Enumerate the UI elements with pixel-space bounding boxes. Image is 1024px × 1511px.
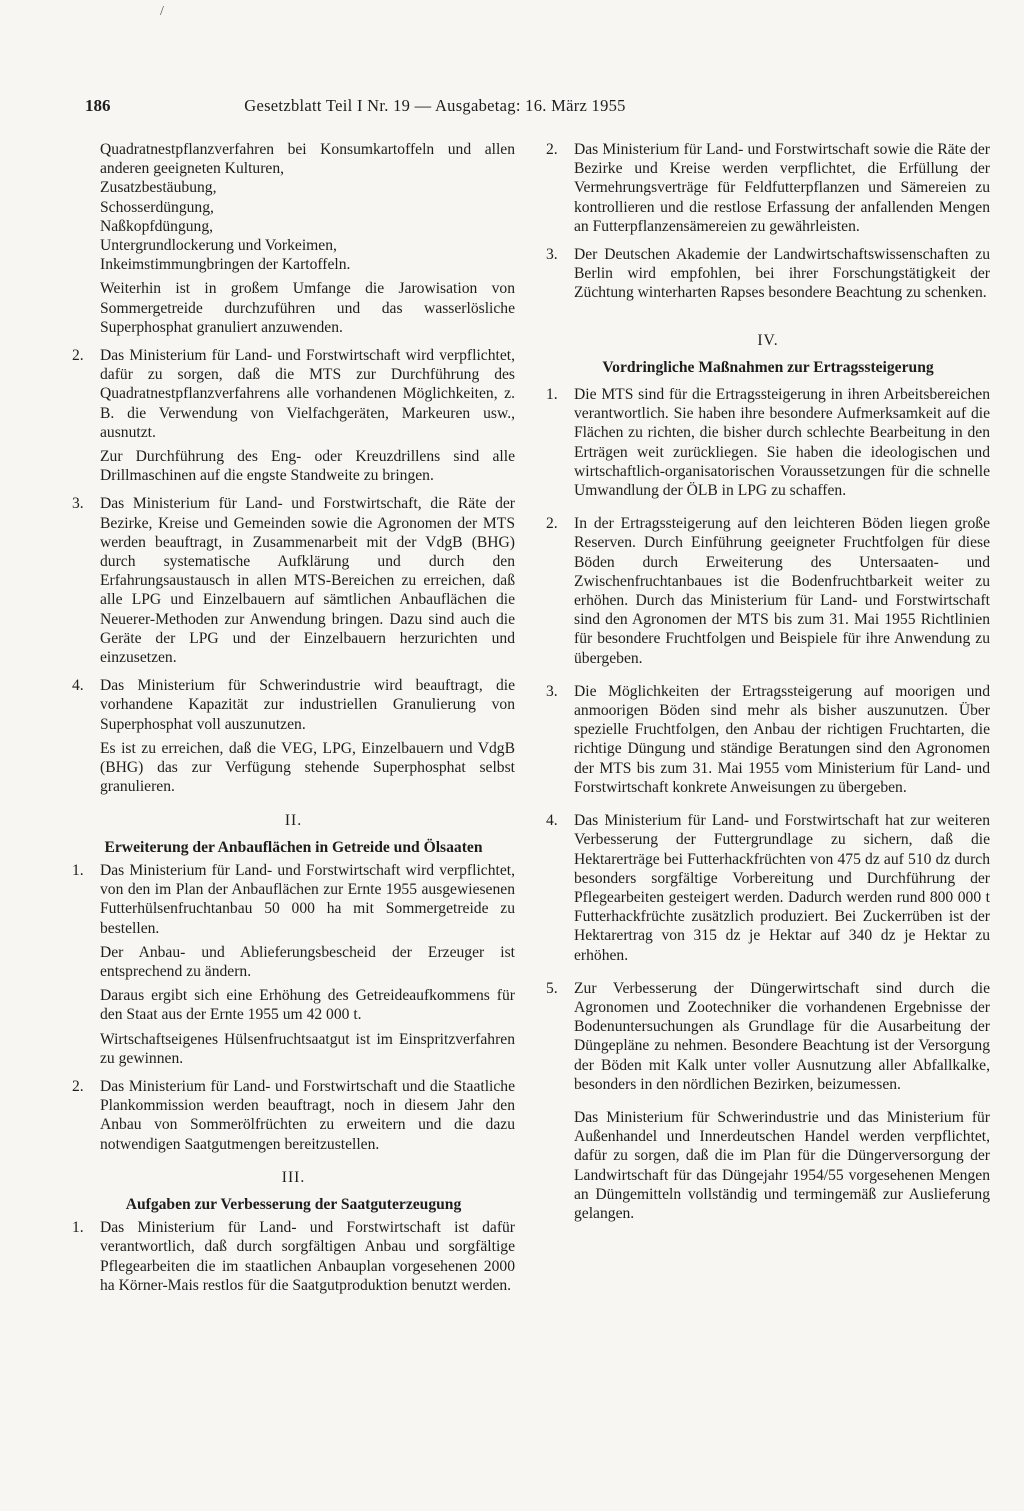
- numbered-paragraph: [72, 1218, 515, 1295]
- numbered-paragraph: [546, 514, 990, 668]
- paragraph-number: 4.: [72, 677, 84, 695]
- section-title: Vordringliche Maßnahmen zur Ertragssteigerung: [602, 358, 934, 376]
- numbered-paragraph: [546, 245, 990, 303]
- paragraph-number: 2.: [546, 141, 558, 158]
- numbered-paragraph: [72, 346, 515, 485]
- paragraph-number: 2.: [72, 347, 84, 365]
- right-column: [546, 140, 990, 1232]
- paragraph: Das Ministerium für Land- und Forstwirtschaft sowie die Räte der Bezirke und Kreise werden verpflichtet, die Erfüllung der Vermehrungsverträge für Feldfutterpflanzen und Sämereien zu kontrollieren und die restlose Erfassung der anfallenden Mengen an Futterpflanzensämereien zu gewährleisten.: [574, 141, 990, 235]
- list-item: Quadratnestpflanzverfahren bei Konsumkartoffeln und allen anderen geeigneten Kulturen,: [100, 141, 515, 178]
- paragraph-number: 4.: [546, 812, 558, 830]
- numbered-paragraph: [546, 140, 990, 236]
- paragraph-number: 2.: [546, 515, 558, 533]
- paragraph: Das Ministerium für Land- und Forstwirtschaft und die Staatliche Plankommission werden beauftragt, noch in diesem Jahr den Anbau von Sommerölfrüchten zu erweitern und die dazu notwendigen Saatgutmengen bereitzustellen.: [100, 1077, 515, 1153]
- list-item: Untergrundlockerung und Vorkeimen,: [100, 237, 337, 255]
- section-number: IV.: [757, 331, 779, 349]
- paragraph: Das Ministerium für Schwerindustrie wird beauftragt, die vorhandene Kapazität zur industriellen Granulierung von Superphosphat voll auszunutzen.: [100, 677, 515, 733]
- paragraph: Zur Verbesserung der Düngerwirtschaft sind durch die Agronomen und Zootechniker die vorhandenen Ergebnisse der Bodenuntersuchungen als Grundlage für die Ausarbeitung der Düngepläne zu nehmen. Besondere Beachtung ist der Versorgung der Böden mit Kalk unter voller Ausnutzung aller Abfallkalke, besonders in den nördlichen Bezirken, beizumessen.: [574, 979, 990, 1093]
- numbered-paragraph: [72, 494, 515, 667]
- section-title: Aufgaben zur Verbesserung der Saatguterzeugung: [125, 1195, 462, 1213]
- page-header: [85, 96, 785, 120]
- paragraph: Die MTS sind für die Ertragssteigerung in ihren Arbeitsbereichen verantwortlich. Sie haben ihre besondere Aufmerksamkeit auf die Flächen zu richten, die bisher durch schlechte Bearbeitung in den Erträgen weit zurückliegen. Sie haben die ideologischen und wirtschaftlich-organisatorischen Voraussetzungen für die schnelle Umwandlung der ÖLB in LPG zu schaffen.: [574, 386, 990, 500]
- numbered-paragraph: [546, 385, 990, 500]
- paragraph: Das Ministerium für Land- und Forstwirtschaft, die Räte der Bezirke, Kreise und Gemeinden sowie die Agronomen der MTS werden beauftragt, in Zusammenarbeit mit der VdgB (BHG) durch systematische Aufklärung und durch den Erfahrungsaustausch in allen MTS-Bereichen zu erreichen, daß alle LPG und Einzelbauern auf sämtlichen Anbauflächen die Neuerer-Methoden zur Anwendung bringen. Dazu sind auch die Geräte der LPG und der Einzelbauern herzurichten und einzusetzen.: [100, 495, 515, 667]
- paragraph-number: 2.: [72, 1077, 84, 1095]
- paragraph: Weiterhin ist in großem Umfange die Jarowisation von Sommergetreide durchzuführen und das wasserlösliche Superphosphat granuliert anzuwenden.: [100, 280, 515, 336]
- running-head: Gesetzblatt Teil I Nr. 19 — Ausgabetag: 16. März 1955: [244, 96, 626, 115]
- paragraph-number: 5.: [546, 979, 558, 997]
- numbered-paragraph: [546, 682, 990, 797]
- paragraph: In der Ertragssteigerung auf den leichteren Böden liegen große Reserven. Durch Einführung geeigneter Fruchtfolgen für diese Böden durch Erweiterung des Untersaaten- und Zwischenfruchtanbaues ist die Bodenfruchtbarkeit weiter zu erhöhen. Durch das Ministerium für Land- und Forstwirtschaft sind den Agronomen der MTS bis zum 31. Mai 1955 Richtlinien für besondere Fruchtfolgen und Beispiele für ihre Anwendung zu übergeben.: [574, 515, 990, 667]
- paragraph: Es ist zu erreichen, daß die VEG, LPG, Einzelbauern und VdgB (BHG) das zur Verfügung stehende Superphosphat selbst granulieren.: [100, 739, 515, 796]
- numbered-paragraph: [72, 1077, 515, 1154]
- paragraph: Der Deutschen Akademie der Landwirtschaftswissenschaften zu Berlin wird empfohlen, bei ihrer Forschungstätigkeit der Züchtung winterharten Rapses besondere Beachtung zu schenken.: [574, 246, 990, 302]
- paragraph-number: 3.: [546, 682, 558, 700]
- paragraph: Die Möglichkeiten der Ertragssteigerung auf moorigen und anmoorigen Böden sind mehr als bisher auszunutzen. Über spezielle Fruchtfolgen, den Anbau der richtigen Fruchtarten, die richtige Düngung und ständige Beratungen sind den Agronomen der MTS bis zum 31. Mai 1955 vom Ministerium für Land- und Forstwirtschaft konkrete Anweisungen zu übergeben.: [574, 682, 990, 796]
- numbered-paragraph: [72, 676, 515, 796]
- section-number: III.: [281, 1168, 306, 1186]
- paragraph: Das Ministerium für Land- und Forstwirtschaft wird verpflichtet, von den im Plan der Anbauflächen zur Ernte 1955 ausgewiesenen Futterhülsenfruchtanbau 50 000 ha mit Sommergetreide zu bestellen.: [100, 861, 515, 937]
- paragraph: Wirtschaftseigenes Hülsenfruchtsaatgut ist im Einspritzverfahren zu gewinnen.: [100, 1030, 515, 1067]
- paragraph-number: 1.: [546, 386, 558, 404]
- scan-mark: /: [160, 4, 164, 19]
- paragraph: Das Ministerium für Land- und Forstwirtschaft ist dafür verantwortlich, daß durch sorgfältigen Anbau und sorgfältige Pflegearbeiten die im staatlichen Anbauplan vorgesehenen 2000 ha Körner-Mais restlos für die Saatgutproduktion benutzt werden.: [100, 1219, 515, 1294]
- paragraph: Der Anbau- und Ablieferungsbescheid der Erzeuger ist entsprechend zu ändern.: [100, 943, 515, 980]
- left-column: [72, 140, 515, 1304]
- page-number: 186: [85, 96, 111, 115]
- paragraph: Das Ministerium für Schwerindustrie und das Ministerium für Außenhandel und Innerdeutschen Handel werden verpflichtet, dafür zu sorgen, daß die im Plan für die Düngerversorgung der Landwirtschaft für das Düngejahr 1954/55 vorgesehenen Mengen an Düngemitteln vollständig und termingemäß zur Auslieferung gelangen.: [574, 1108, 990, 1222]
- paragraph-number: 1.: [72, 861, 84, 879]
- paragraph-number: 3.: [72, 495, 84, 513]
- intro-list: [72, 140, 515, 337]
- numbered-paragraph: [72, 861, 515, 1068]
- section-number: II.: [284, 811, 303, 829]
- list-item: Schosserdüngung,: [100, 198, 214, 216]
- paragraph-number: 1.: [72, 1219, 84, 1237]
- paragraph: Das Ministerium für Land- und Forstwirtschaft wird verpflichtet, dafür zu sorgen, daß die MTS zur Durchführung des Quadratnestpflanzverfahrens alle vorhandenen Möglichkeiten, z. B. die Verwendung von Vielfachgeräten, Markeuren usw., ausnutzt.: [100, 347, 515, 441]
- list-item: Inkeimstimmungbringen der Kartoffeln.: [100, 256, 351, 274]
- paragraph: Zur Durchführung des Eng- oder Kreuzdrillens sind alle Drillmaschinen auf die engste Standweite zu bringen.: [100, 448, 515, 485]
- section-title: Erweiterung der Anbauflächen in Getreide und Ölsaaten: [104, 838, 483, 856]
- numbered-paragraph: [546, 811, 990, 965]
- paragraph: Daraus ergibt sich eine Erhöhung des Getreideaufkommens für den Staat aus der Ernte 1955 um 42 000 t.: [100, 987, 515, 1024]
- list-item: Zusatzbestäubung,: [100, 179, 217, 197]
- paragraph: Das Ministerium für Land- und Forstwirtschaft hat zur weiteren Verbesserung der Futtergrundlage zu sichern, daß die Hektarerträge bei Futterhackfrüchten von 475 dz auf 510 dz durch besonders sorgfältige Vorbereitung und Durchführung der Pflegearbeiten gesteigert werden. Dadurch werden rund 800 000 t Futterhackfrüchte zusätzlich produziert. Bei Zuckerrüben ist der Hektarertrag von 315 dz je Hektar auf 340 dz je Hektar zu erhöhen.: [574, 812, 990, 964]
- numbered-paragraph: [546, 979, 990, 1223]
- list-item: Naßkopfdüngung,: [100, 217, 214, 235]
- paragraph-number: 3.: [546, 246, 558, 264]
